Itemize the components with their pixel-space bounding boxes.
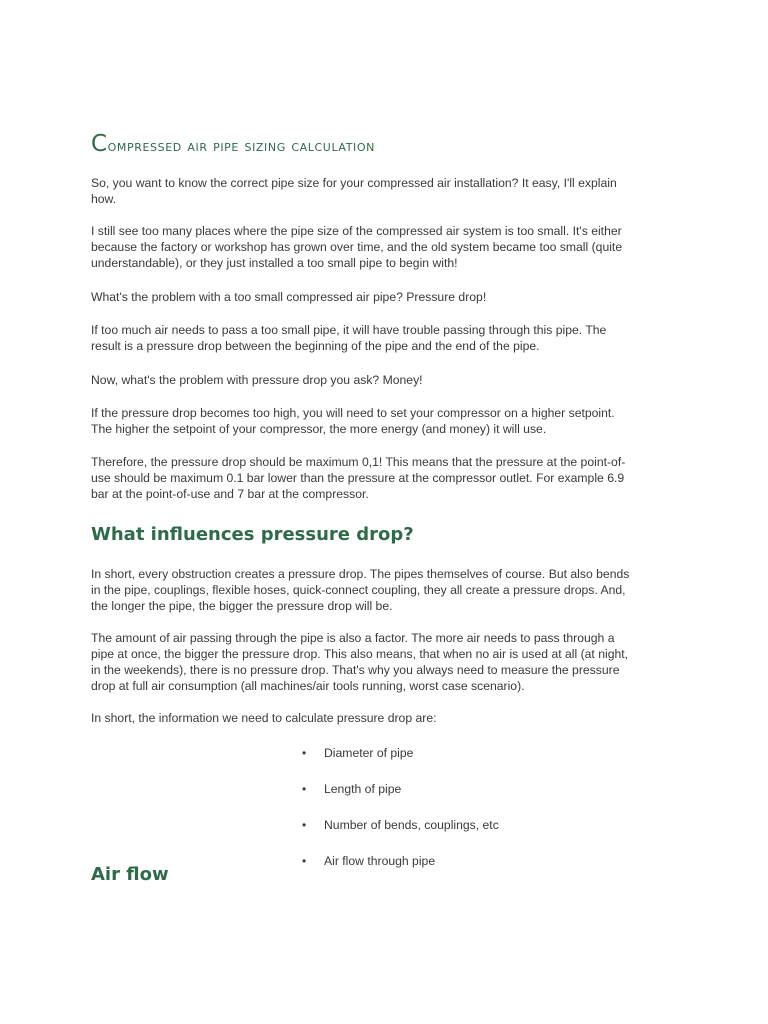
- heading-air-flow: Air flow: [91, 864, 169, 885]
- paragraph-line: What's the problem with a too small compressed air pipe? Pressure drop!: [91, 290, 487, 304]
- title-initial: C: [91, 131, 108, 157]
- paragraph-line: use should be maximum 0.1 bar lower than the pressure at the compressor outlet. For example 6.9: [91, 471, 625, 486]
- bullet-icon: •: [302, 782, 307, 796]
- paragraph-line: The higher the setpoint of your compressor, the more energy (and money) it will use.: [91, 422, 547, 437]
- bullet-icon: •: [302, 854, 307, 868]
- paragraph-line: understandable), or they just installed a too small pipe to begin with!: [91, 256, 458, 271]
- list-item-label: Number of bends, couplings, etc: [324, 818, 499, 832]
- paragraph-problem: [91, 289, 681, 305]
- page-title: [91, 131, 375, 159]
- paragraph-setpoint: [91, 405, 681, 437]
- bullet-icon: •: [302, 746, 307, 760]
- paragraph-line: If too much air needs to pass a too small pipe, it will have trouble passing through this pipe. The: [91, 323, 607, 337]
- paragraph-max-drop: [91, 454, 681, 502]
- paragraph-line: in the weekends), there is no pressure drop. That's why you always need to measure the pressure: [91, 663, 620, 678]
- paragraph-line: I still see too many places where the pipe size of the compressed air system is too small. It's either: [91, 224, 622, 238]
- paragraph-line: because the factory or workshop has grown over time, and the old system became too small (quite: [91, 240, 623, 255]
- paragraph-information-needed: [91, 710, 681, 726]
- paragraph-obstruction: [91, 566, 681, 614]
- paragraph-line: bar at the point-of-use and 7 bar at the compressor.: [91, 487, 369, 502]
- paragraph-line: The amount of air passing through the pipe is also a factor. The more air needs to pass through a: [91, 631, 615, 645]
- paragraph-line: In short, the information we need to calculate pressure drop are:: [91, 711, 437, 725]
- paragraph-line: So, you want to know the correct pipe size for your compressed air installation? It easy, I'll explain: [91, 176, 617, 190]
- paragraph-line: how.: [91, 192, 117, 207]
- paragraph-pipe-too-small: [91, 223, 681, 271]
- paragraph-line: in the pipe, couplings, flexible hoses, quick-connect coupling, they all create a pressure drops. And,: [91, 583, 626, 598]
- paragraph-line: Therefore, the pressure drop should be maximum 0,1! This means that the pressure at the point-of-: [91, 455, 626, 469]
- paragraph-line: If the pressure drop becomes too high, you will need to set your compressor on a higher setpoint.: [91, 406, 615, 420]
- bullet-icon: •: [302, 818, 307, 832]
- paragraph-air-amount: [91, 630, 681, 694]
- heading-influences: What influences pressure drop?: [91, 524, 414, 545]
- paragraph-line: pipe at once, the bigger the pressure drop. This also means, that when no air is used at all (at night,: [91, 647, 629, 662]
- paragraph-too-much-air: [91, 322, 681, 354]
- list-item-label: Air flow through pipe: [324, 854, 436, 868]
- paragraph-line: Now, what's the problem with pressure drop you ask? Money!: [91, 373, 423, 387]
- list-item-label: Diameter of pipe: [324, 746, 414, 760]
- paragraph-line: the longer the pipe, the bigger the pressure drop will be.: [91, 599, 393, 614]
- paragraph-line: drop at full air consumption (all machines/air tools running, worst case scenario).: [91, 679, 525, 694]
- title-rest: ompressed air pipe sizing calculation: [107, 137, 375, 155]
- paragraph-money: [91, 372, 681, 388]
- list-item-label: Length of pipe: [324, 782, 402, 796]
- paragraph-line: In short, every obstruction creates a pressure drop. The pipes themselves of course. But also bends: [91, 567, 630, 581]
- paragraph-line: result is a pressure drop between the beginning of the pipe and the end of the pipe.: [91, 339, 540, 354]
- intro-paragraph: [91, 175, 681, 207]
